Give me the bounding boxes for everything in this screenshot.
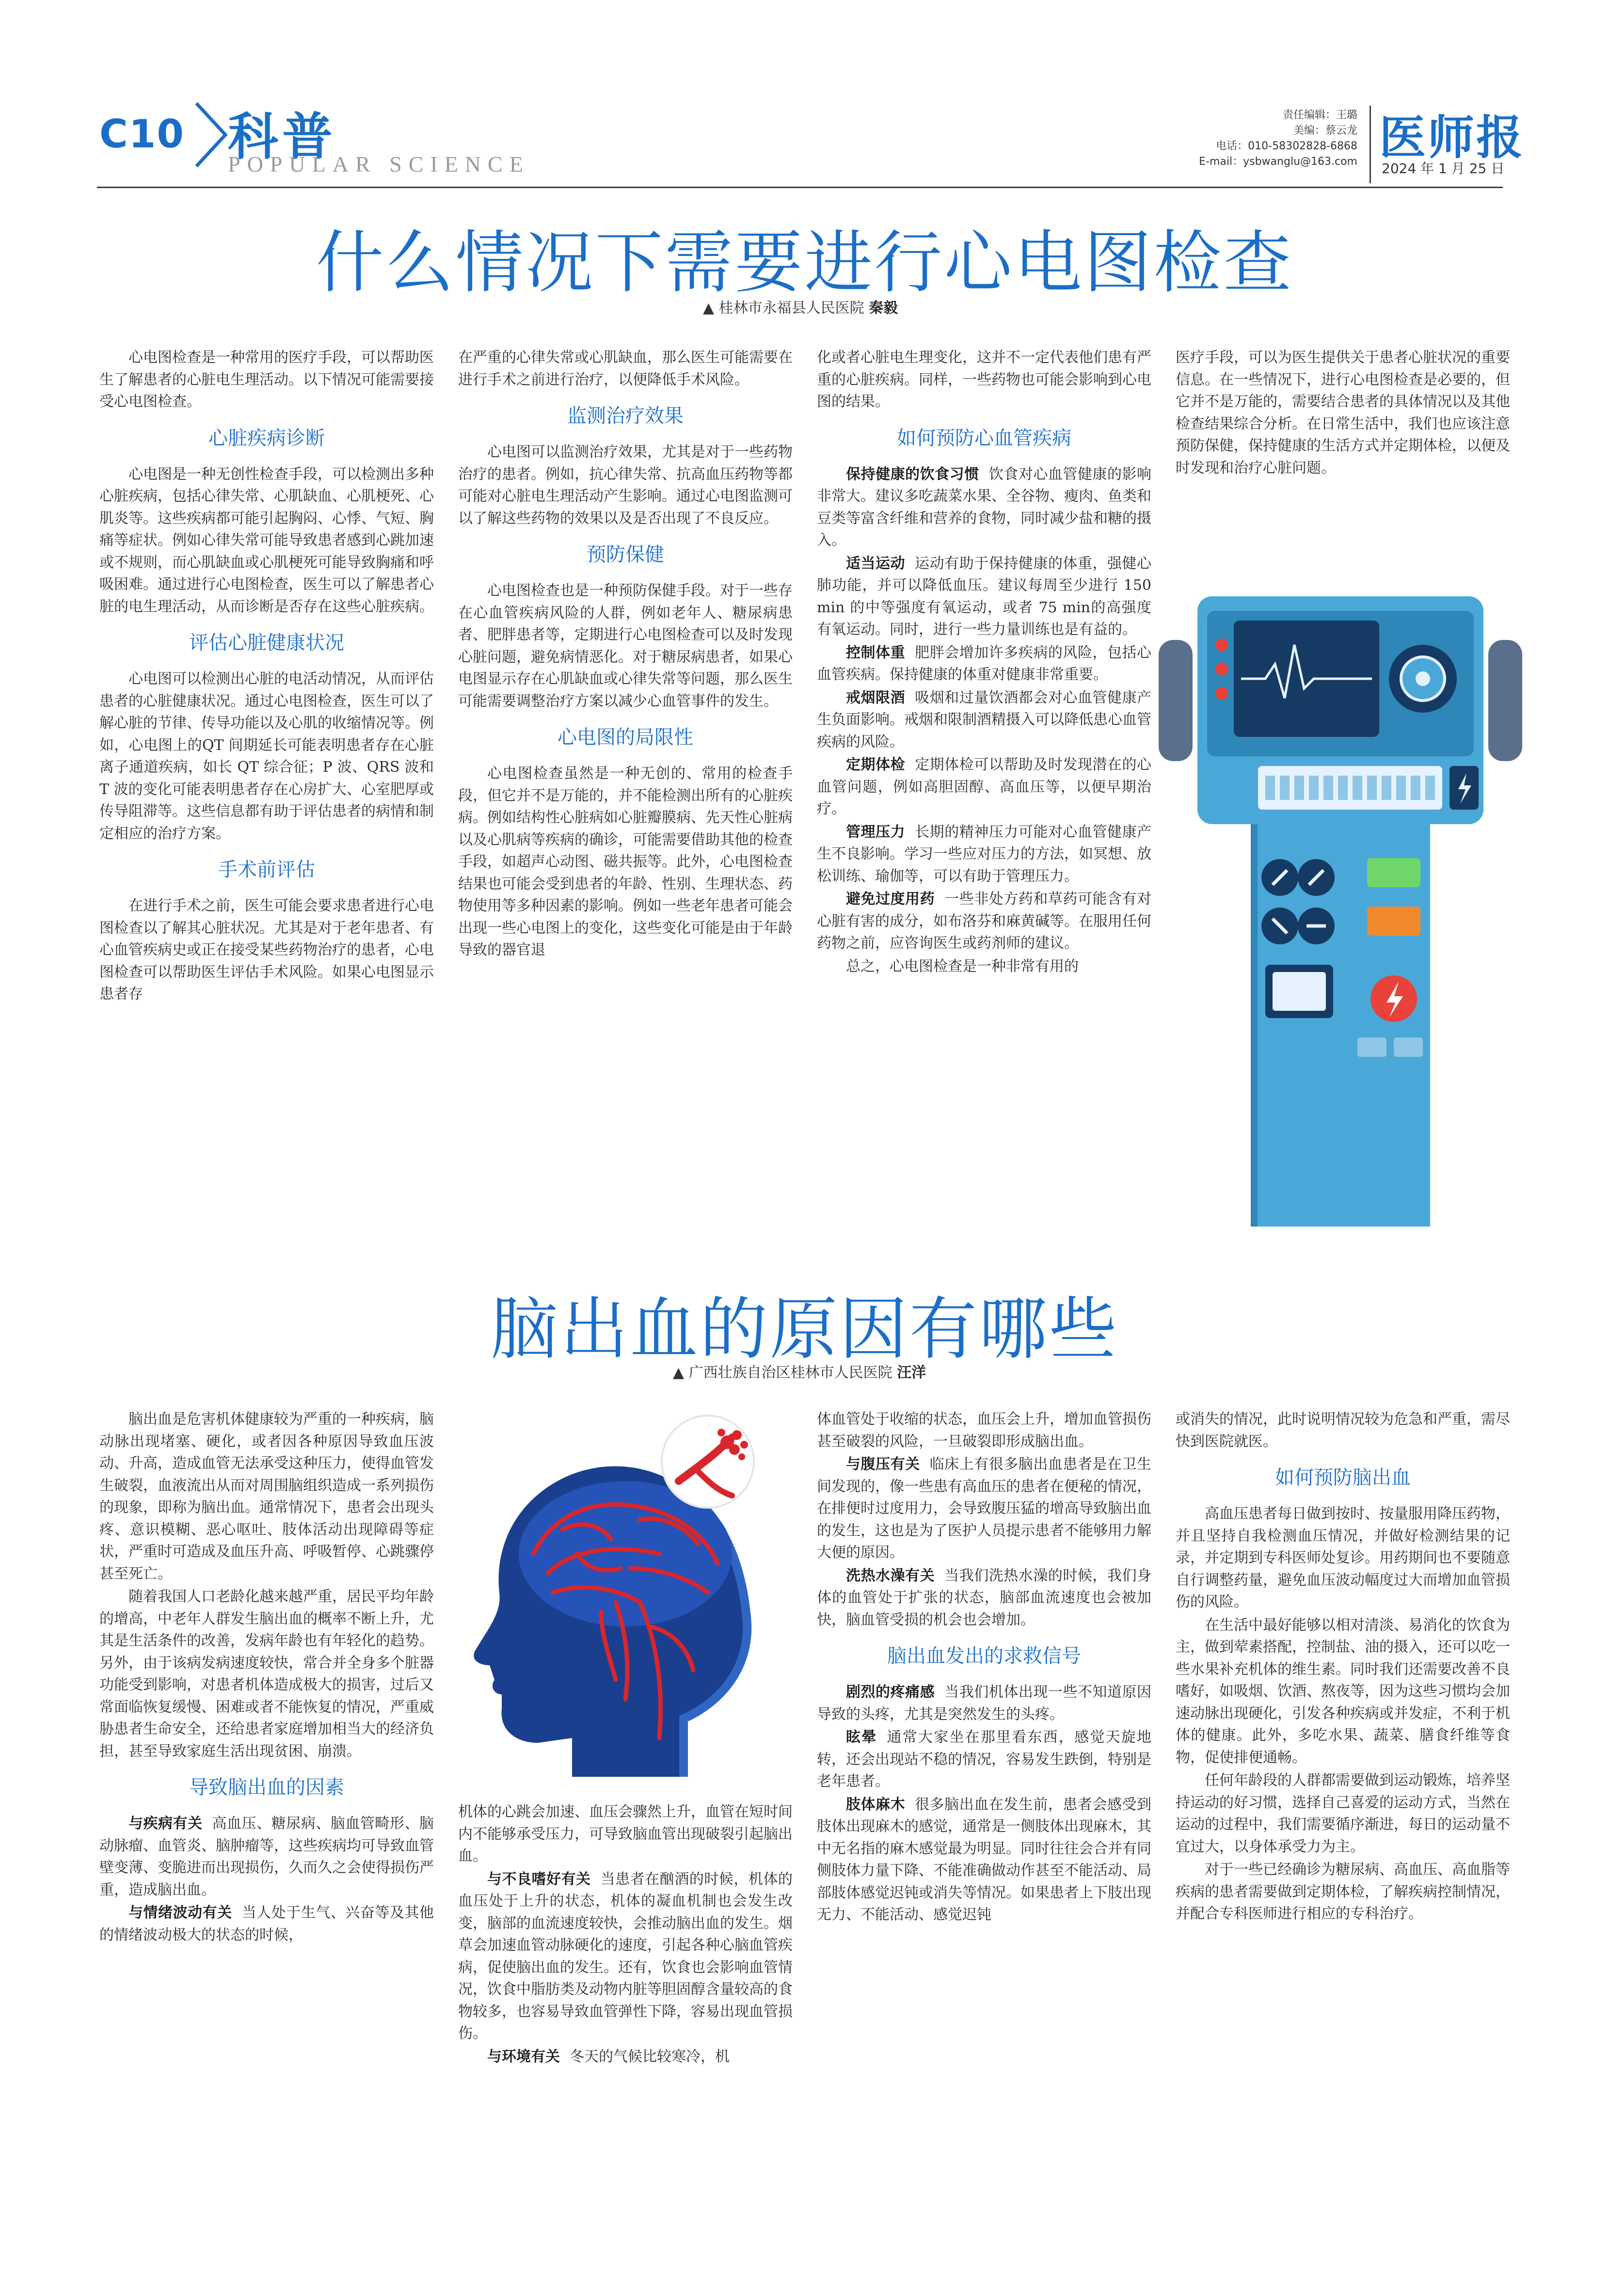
- section-heading: 导致脑出血的因素: [189, 1776, 344, 1799]
- paragraph: [817, 687, 1151, 753]
- section-subtitle: POPULAR SCIENCE: [228, 152, 530, 176]
- paragraph-text: 心电图检查是一种常用的医疗手段，可以帮助医生了解患者的心脏电生理活动。以下情况可能需要接受心电图检查。: [99, 349, 434, 410]
- byline-author: 秦毅: [869, 300, 898, 317]
- paragraph: [1176, 1770, 1510, 1858]
- paragraph-lead: 戒烟限酒: [846, 689, 906, 706]
- section-title: 科普: [228, 107, 337, 166]
- paragraph-text: 体血管处于收缩的状态，血压会上升，增加血管损伤甚至破裂的风险，一旦破裂即形成脑出血。: [817, 1411, 1151, 1450]
- section-heading: 评估心脏健康状况: [189, 632, 344, 654]
- phone: 电话：010-58302828-6868: [1216, 140, 1357, 152]
- chevron-right-icon: [191, 101, 230, 169]
- article2-title: 脑出血的原因有哪些: [490, 1290, 1119, 1369]
- paragraph-text: 医疗手段，可以为医生提供关于患者心脏状况的重要信息。在一些情况下，进行心电图检查是必要的，但它并不是万能的，需要结合患者的具体情况以及其他检查结果综合分析。在日常生活中，我们也应该注意预防保健，保持健康的生活方式并定期体检，以便及时发现和治疗心脏问题。: [1176, 349, 1510, 477]
- section-heading: 心脏疾病诊断: [208, 427, 325, 449]
- paragraph: [458, 347, 793, 391]
- paragraph-lead: 洗热水澡有关: [846, 1567, 935, 1584]
- paragraph-text: 心电图可以检测出心脏的电活动情况，从而评估患者的心脏健康状况。通过心电图检查，医生可以了解心脏的节律、传导功能以及心肌的收缩情况等。例如，心电图上的QT 间期延长可能表明患者存在心脏离子通道疾病，如长 QT 综合征；P 波、QRS 波和T 波的变化可能表明患者存在心房扩大、心室肥厚或传导阻滞等。这些信息都有助于评估患者的病情和制定相应的治疗方案。: [99, 670, 434, 842]
- paragraph-lead: 控制体重: [846, 644, 906, 661]
- editorial-info: [1183, 108, 1357, 170]
- paragraph-text: 定期体检可以帮助及时发现潜在的心血管问题，例如高胆固醇、高血压等，以便早期治疗。: [817, 756, 1152, 817]
- email: E-mail：ysbwanglu@163.com: [1199, 156, 1357, 168]
- article1-byline: [703, 296, 898, 317]
- orange-button: [1367, 907, 1420, 936]
- art-editor: 美编：蔡云龙: [1293, 125, 1357, 137]
- paragraph: [99, 1902, 434, 1946]
- article2-column-1: [99, 1408, 434, 1947]
- paragraph-text: 在严重的心律失常或心肌缺血，那么医生可能需要在进行手术之前进行治疗，以便降低手术风险。: [458, 349, 793, 388]
- paragraph-text: 饮食对心血管健康的影响非常大。建议多吃蔬菜水果、全谷物、瘦肉、鱼类和豆类等富含纤维和营养的食物，同时减少盐和糖的摄入。: [817, 465, 1152, 549]
- paragraph: [99, 1586, 434, 1762]
- paragraph: [99, 1813, 434, 1901]
- paragraph-text: 一些非处方药和草药可能含有对心脏有害的成分，如布洛芬和麻黄碱等。在服用任何药物之前，应咨询医生或药剂师的建议。: [817, 891, 1152, 952]
- paragraph: [817, 754, 1151, 820]
- paper-name: 医师报: [1379, 111, 1525, 165]
- paragraph: [1176, 1859, 1510, 1925]
- section-heading: 手术前评估: [218, 859, 315, 881]
- article1-column-1: [99, 347, 434, 1006]
- paragraph-text: 对于一些已经确诊为糖尿病、高血压、高血脂等疾病的患者需要做到定期体检，了解疾病控制情况，并配合专科医师进行相应的专科治疗。: [1176, 1861, 1510, 1922]
- paragraph: [817, 463, 1151, 552]
- paragraph: [458, 2046, 793, 2068]
- paragraph-text: 冬天的气候比较寒冷，机: [570, 2048, 730, 2065]
- paragraph-text: 心电图检查也是一种预防保健手段。对于一些存在心血管疾病风险的人群，例如老年人、糖尿病患者、肥胖患者等，定期进行心电图检查可以及时发现心脏问题，避免病情恶化。对于糖尿病患者，如果心电图显示存在心肌缺血或心律失常等问题，那么医生可能需要调整治疗方案以减少心血管事件的发生。: [458, 582, 793, 710]
- paragraph-text: 或消失的情况，此时说明情况较为危急和严重，需尽快到医院就医。: [1176, 1411, 1510, 1450]
- paragraph: [458, 441, 793, 529]
- paragraph: [458, 1868, 793, 2045]
- paragraph: [99, 347, 434, 413]
- paragraph-text: 任何年龄段的人群都需要做到运动锻炼，培养坚持运动的好习惯，选择自己喜爱的运动方式，当然在运动的过程中，我们需要循序渐进，每日的运动量不宜过大，以身体承受力为主。: [1176, 1772, 1510, 1855]
- editor: 责任编辑：王璐: [1282, 109, 1357, 121]
- paragraph-text: 机体的心跳会加速、血压会骤然上升，血管在短时间内不能够承受压力，可导致脑血管出现破裂引起脑出血。: [458, 1803, 793, 1865]
- paragraph-text: 当人处于生气、兴奋等及其他的情绪波动极大的状态的时候，: [99, 1904, 434, 1944]
- paragraph-lead: 与疾病有关: [128, 1815, 203, 1832]
- paragraph-text: 高血压患者每日做到按时、按量服用降压药物，并且坚持自我检测血压情况，并做好检测结果的记录，并定期到专科医师处复诊。用药期间也不要随意自行调整药量，避免血压波动幅度过大而增加血管损伤的风险。: [1176, 1505, 1510, 1610]
- article1-column-2: [458, 347, 793, 962]
- paragraph: [99, 668, 434, 845]
- paragraph-text: 在进行手术之前，医生可能会要求患者进行心电图检查以了解其心脏状况。尤其是对于老年患者、有心血管疾病史或正在接受某些药物治疗的患者，心电图检查可以帮助医生评估手术风险。如果心电图显示患者存: [99, 897, 434, 1003]
- paragraph: [817, 956, 1151, 978]
- paragraph-text: 心电图可以监测治疗效果，尤其是对于一些药物治疗的患者。例如，抗心律失常、抗高血压药物等都可能对心脏电生理活动产生影响。通过心电图监测可以了解这些药物的效果以及是否出现了不良反应。: [458, 444, 793, 527]
- article1-column-3: [817, 347, 1151, 978]
- section-heading: 脑出血发出的求救信号: [887, 1645, 1081, 1667]
- paragraph-text: 当患者在酗酒的时候，机体的血压处于上升的状态，机体的凝血机制也会发生改变，脑部的血流速度较快，会推动脑出血的发生。烟草会加速血管动脉硬化的速度，引起各种心脑血管疾病，促使脑出血的发生。还有，饮食也会影响血管情况，饮食中脂肪类及动物内脏等胆固醇含量较高的食物较多，也容易导致血管弹性下降，容易出现血管损伤。: [458, 1870, 793, 2042]
- issue-date: 2024 年 1 月 25 日: [1382, 160, 1505, 176]
- paragraph: [817, 1453, 1151, 1564]
- paragraph-text: 很多脑出血在发生前，患者会感受到肢体出现麻木的感觉，通常是一侧肢体出现麻木，其中无名指的麻木感觉最为明显。同时往往会合并有同侧肢体力量下降、不能准确做动作甚至不能活动、局部肢体感觉迟钝或消失等情况。如果患者上下肢出现无力、不能活动、感觉迟钝: [817, 1796, 1152, 1923]
- paragraph: [1176, 1408, 1510, 1452]
- article1-column-4: [1176, 347, 1510, 480]
- paragraph: [817, 1408, 1151, 1452]
- divider: [1370, 106, 1371, 183]
- paragraph-text: 心电图是一种无创性检查手段，可以检测出多种心脏疾病，包括心律失常、心肌缺血、心肌梗死、心肌炎等。这些疾病都可能引起胸闷、心悸、气短、胸痛等症状。例如心律失常可能导致患者感到心跳加速或不规则，而心肌缺血或心肌梗死可能导致胸痛和呼吸困难。通过进行心电图检查，医生可以了解患者心脏的电生理活动，从而诊断是否存在这些心脏疾病。: [99, 465, 434, 615]
- paragraph: [99, 463, 434, 618]
- ecg-machine-illustration: [1154, 582, 1527, 1227]
- paragraph: [458, 1801, 793, 1867]
- paragraph-lead: 适当运动: [846, 555, 906, 572]
- paragraph: [1176, 1503, 1510, 1613]
- article2-column-4: [1176, 1408, 1510, 1926]
- byline-author: 汪洋: [897, 1364, 926, 1381]
- paragraph-text: 运动有助于保持健康的体重，强健心肺功能，并可以降低血压。建议每周至少进行 150 min 的中等强度有氧运动，或者 75 min的高强度有氧运动。同时，进行一些力量训练也是有益的。: [817, 555, 1152, 638]
- paragraph: [1176, 1614, 1510, 1769]
- paragraph-lead: 与情绪波动有关: [128, 1904, 232, 1921]
- green-button: [1367, 858, 1420, 887]
- article2-column-3: [817, 1408, 1151, 1927]
- header-rule: [97, 187, 1503, 188]
- paragraph: [817, 821, 1151, 888]
- paragraph: [817, 642, 1151, 686]
- paragraph-text: 通常大家坐在那里看东西，感觉天旋地转，还会出现站不稳的情况，容易发生跌倒，特别是老年患者。: [817, 1729, 1152, 1790]
- paragraph-text: 随着我国人口老龄化越来越严重，居民平均年龄的增高，中老年人群发生脑出血的概率不断上升，尤其是生活条件的改善，发病年龄也有年轻化的趋势。另外，由于该病发病速度较快，常合并全身多个脏器功能受到影响，对患者机体造成极大的损害，过后又常面临恢复缓慢、困难或者不能恢复的情况，严重威胁患者生命安全，还给患者家庭增加相当大的经济负担，甚至导致家庭生活出现贫困、崩溃。: [99, 1588, 434, 1760]
- paragraph: [458, 580, 793, 712]
- paragraph-text: 化或者心脏电生理变化，这并不一定代表他们患有严重的心脏疾病。同样，一些药物也可能会影响到心电图的结果。: [817, 349, 1151, 410]
- paragraph-lead: 与不良嗜好有关: [487, 1870, 591, 1888]
- byline-org: ▲ 桂林市永福县人民医院: [703, 300, 864, 317]
- paragraph-text: 心电图检查虽然是一种无创的、常用的检查手段，但它并不是万能的，并不能检测出所有的心脏疾病。例如结构性心脏病如心脏瓣膜病、先天性心脏病以及心肌病等疾病的确诊，可能需要借助其他的检查手段，如超声心动图、磁共振等。此外，心电图检查结果也可能会受到患者的年龄、性别、生理状态、药物使用等多种因素的影响。例如一些老年患者可能会出现一些心电图上的变化，这些变化可能是由于年龄导致的器官退: [458, 765, 793, 958]
- article2-column-2: [458, 1801, 793, 2069]
- section-heading: 监测治疗效果: [567, 405, 684, 427]
- paragraph-lead: 管理压力: [846, 823, 906, 841]
- paragraph-lead: 定期体检: [846, 756, 906, 773]
- paragraph-text: 总之，心电图检查是一种非常有用的: [846, 957, 1079, 975]
- section-heading: 预防保健: [587, 543, 664, 566]
- paragraph: [817, 1726, 1151, 1793]
- paragraph-lead: 与腹压有关: [846, 1456, 920, 1473]
- paragraph: [1176, 347, 1510, 479]
- article1-title: 什么情况下需要进行心电图检查: [316, 223, 1293, 303]
- paragraph-text: 当我们洗热水澡的时候，我们身体的血管处于扩张的状态，脑部血流速度也会被加快，脑血管受损的机会也会增加。: [817, 1567, 1152, 1628]
- paragraph-text: 临床上有很多脑出血患者是在卫生间发现的，像一些患有高血压的患者在便秘的情况，在排便时过度用力，会导致腹压猛的增高导致脑出血的发生，这也是为了医护人员提示患者不能够用力解大便的原因。: [817, 1456, 1152, 1561]
- paragraph-text: 高血压、糖尿病、脑血管畸形、脑动脉瘤、血管炎、脑肿瘤等，这些疾病均可导致血管壁变薄、变脆进而出现损伤，久而久之会使得损伤严重，造成脑出血。: [99, 1815, 434, 1898]
- paragraph-lead: 眩晕: [846, 1729, 877, 1746]
- brain-hemorrhage-illustration: [456, 1408, 795, 1786]
- paragraph: [817, 347, 1151, 413]
- paragraph-lead: 肢体麻木: [846, 1796, 906, 1813]
- paragraph-lead: 避免过度用药: [846, 891, 935, 908]
- paragraph-lead: 剧烈的疼痛感: [846, 1684, 935, 1701]
- byline-org: ▲ 广西壮族自治区桂林市人民医院: [673, 1364, 892, 1381]
- paragraph-text: 当我们机体出现一些不知道原因导致的头疼，尤其是突然发生的头疼。: [817, 1684, 1152, 1723]
- section-heading: 心电图的局限性: [558, 726, 693, 749]
- paragraph: [817, 888, 1151, 955]
- paragraph-text: 吸烟和过量饮酒都会对心血管健康产生负面影响。戒烟和限制酒精摄入可以降低患心血管疾病的风险。: [817, 689, 1152, 750]
- paragraph-text: 脑出血是危害机体健康较为严重的一种疾病，脑动脉出现堵塞、硬化，或者因各种原因导致血压波动、升高，造成血管无法承受这种压力，使得血管发生破裂，血液流出从而对周围脑组织造成一系列损伤的现象，即称为脑出血。通常情况下，患者会出现头疼、意识模糊、恶心呕吐、肢体活动出现障碍等症状，严重时可造成及血压升高、呼吸暂停、心跳骤停甚至死亡。: [99, 1411, 434, 1582]
- paragraph: [817, 553, 1151, 641]
- paragraph: [99, 1408, 434, 1585]
- paragraph: [817, 1681, 1151, 1725]
- paragraph-lead: 保持健康的饮食习惯: [846, 465, 979, 483]
- paragraph: [458, 763, 793, 961]
- page-number: C10: [99, 112, 185, 157]
- paragraph-lead: 与环境有关: [487, 2048, 560, 2065]
- paragraph: [99, 895, 434, 1005]
- paragraph-text: 肥胖会增加许多疾病的风险，包括心血管疾病。保持健康的体重对健康非常重要。: [817, 644, 1152, 683]
- article2-byline: [673, 1360, 926, 1382]
- paragraph: [817, 1565, 1151, 1631]
- paragraph: [817, 1794, 1151, 1926]
- section-heading: 如何预防心血管疾病: [897, 427, 1071, 449]
- paragraph-text: 在生活中最好能够以相对清淡、易消化的饮食为主，做到荤素搭配，控制盐、油的摄入，还可以吃一些水果补充机体的维生素。同时我们还需要改善不良嗜好，如吸烟、饮酒、熬夜等，因为这些习惯均会加速动脉出现硬化，引发各种疾病或并发症，不利于机体的健康。此外，多吃水果、蔬菜、膳食纤维等食物，促使排便通畅。: [1176, 1616, 1510, 1766]
- paragraph-text: 长期的精神压力可能对心血管健康产生不良影响。学习一些应对压力的方法，如冥想、放松训练、瑜伽等，可以有助于管理压力。: [817, 823, 1152, 885]
- section-heading: 如何预防脑出血: [1275, 1467, 1411, 1489]
